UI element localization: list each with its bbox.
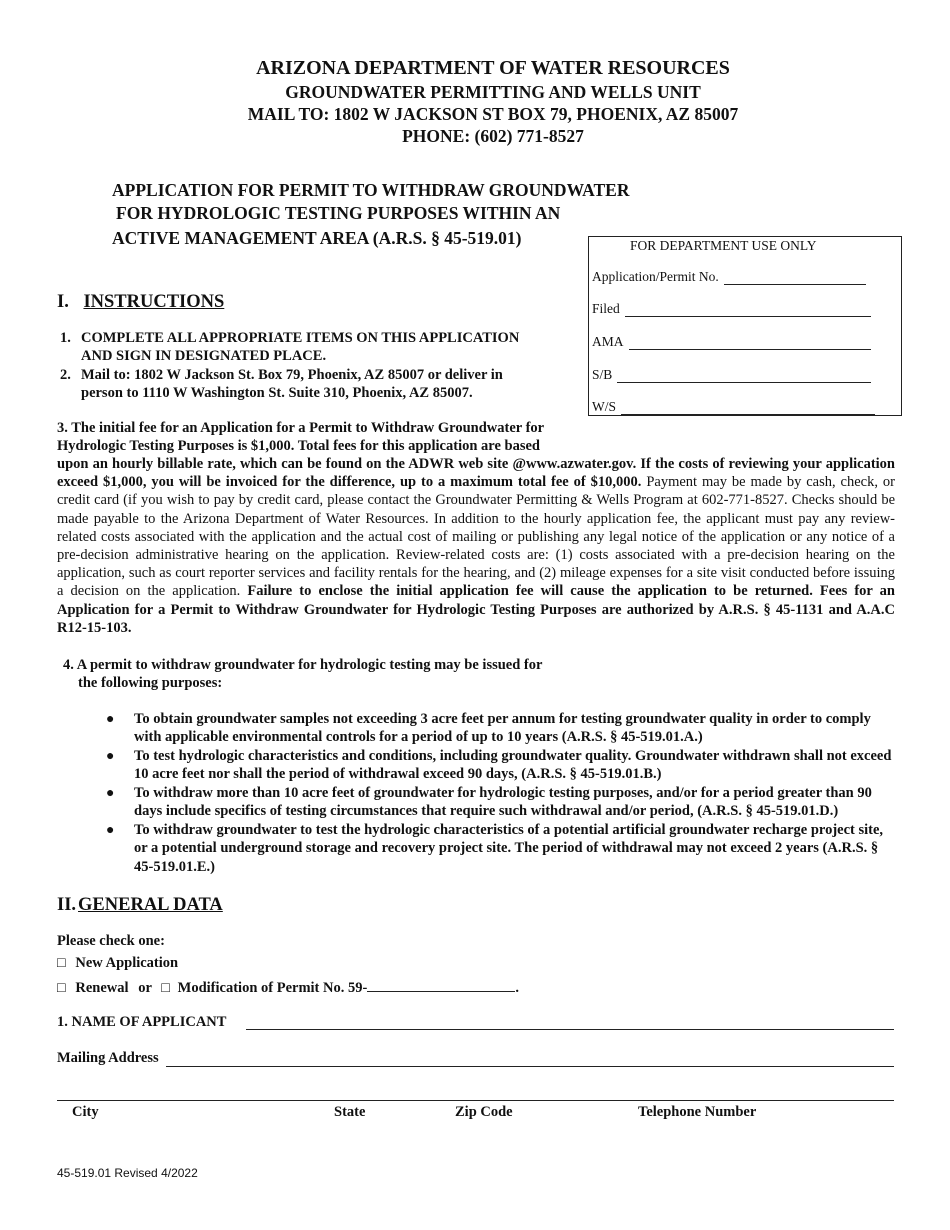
bullet-icon: ● — [106, 749, 115, 764]
modification-label: Modification of Permit No. 59- — [177, 980, 368, 996]
instruction-2-number: 2. — [60, 367, 71, 383]
section-title: INSTRUCTIONS — [83, 292, 225, 312]
unit-name: GROUNDWATER PERMITTING AND WELLS UNIT — [285, 82, 701, 102]
applicant-name-label: 1. NAME OF APPLICANT — [57, 1014, 227, 1030]
new-application-label: New Application — [75, 955, 179, 971]
fee-bold-text: upon an hourly billable rate, which can be found on the ADWR web site @www.azwater.gov. If the costs of reviewing your application exceed $1,000, you will be invoiced for the difference, up to a maximum total fee of $10,000. — [57, 456, 895, 491]
bullet-icon: ● — [106, 712, 115, 727]
zip-code-label: Zip Code — [455, 1104, 513, 1120]
instruction-1-line2: AND SIGN IN DESIGNATED PLACE. — [81, 348, 327, 364]
instruction-4-line1: 4. A permit to withdraw groundwater for hydrologic testing may be issued for — [63, 657, 543, 673]
ama-field[interactable] — [592, 334, 897, 350]
check-one-label: Please check one: — [57, 933, 165, 949]
section-numeral: II. — [57, 895, 77, 915]
instruction-3-line1: 3. The initial fee for an Application for a Permit to Withdraw Groundwater for — [57, 420, 545, 436]
renewal-checkbox[interactable]: □ — [57, 980, 66, 996]
new-application-option[interactable] — [57, 955, 178, 972]
ws-field[interactable] — [592, 399, 897, 415]
section-numeral: I. — [57, 292, 69, 312]
form-title-line2: FOR HYDROLOGIC TESTING PURPOSES WITHIN AN — [116, 203, 561, 223]
city-state-zip-input[interactable] — [57, 1086, 894, 1101]
mailing-address-label: Mailing Address — [57, 1050, 159, 1066]
mailing-address-input[interactable] — [166, 1052, 894, 1067]
city-label: City — [72, 1104, 99, 1120]
mail-to-address: MAIL TO: 1802 W JACKSON ST BOX 79, PHOENIX, AZ 85007 — [247, 104, 739, 124]
form-title-line1: APPLICATION FOR PERMIT TO WITHDRAW GROUNDWATER — [112, 180, 630, 200]
instruction-1-line1: COMPLETE ALL APPROPRIATE ITEMS ON THIS APPLICATION — [81, 330, 520, 346]
purpose-item: To obtain groundwater samples not exceeding 3 acre feet per annum for testing groundwater quality in order to comply with applicable environmental controls for a period of up to 10 years (A.R.S. § 45-519.01.A.) — [134, 711, 871, 746]
permit-number-input[interactable] — [367, 977, 515, 992]
purpose-item: To withdraw groundwater to test the hydrologic characteristics of a potential artificial groundwater recharge project site, or a potential underground storage and recovery project site. The period of withdrawal may not exceed 2 years (A.R.S. § 45-519.01.E.) — [134, 822, 884, 875]
filed-field[interactable] — [592, 301, 897, 317]
state-label: State — [334, 1104, 366, 1120]
or-label: or — [138, 980, 152, 996]
instruction-2-line1: Mail to: 1802 W Jackson St. Box 79, Phoenix, AZ 85007 or deliver in — [81, 367, 503, 383]
permit-number-field[interactable] — [592, 269, 897, 285]
purpose-item: To test hydrologic characteristics and conditions, including groundwater quality. Groundwater withdrawn shall not exceed 10 acre feet nor shall the period of withdrawal exceed 90 days, (A.R.S. § 45-519.01.B.) — [134, 748, 892, 783]
fee-detail-text: Payment may be made by cash, check, or credit card (if you wish to pay by credit card, please contact the Groundwater Permitting & Wells Program at 602-771-8527. Checks should be made payable to the Arizona Department of Water Resources. In addition to the hourly application fee, the applicant must pay any review-related costs associated with the application and the actual cost of mailing or publishing any legal notice of the application or any notice of a pre-decision administrative hearing on the application. Review-related costs are: (1) costs associated with a pre-decision hearing on the application, such as court reporter services and facility rentals for the hearing, and (2) mileage expenses for a site visit conducted before issuing a decision on the application. — [57, 474, 895, 600]
instruction-2-line2: person to 1110 W Washington St. Suite 310, Phoenix, AZ 85007. — [81, 385, 473, 401]
period: . — [515, 980, 519, 996]
department-use-box — [588, 236, 902, 416]
purpose-item: To withdraw more than 10 acre feet of groundwater for hydrologic testing purposes, and/or for a period greater than 90 days include specifics of testing circumstances that require such withdrawal and/or period, (A.R.S. § 45-519.01.D.) — [134, 785, 872, 820]
section-general-heading — [57, 895, 223, 916]
instruction-4-line2: the following purposes: — [78, 675, 223, 691]
form-title-line3: ACTIVE MANAGEMENT AREA (A.R.S. § 45-519.01) — [112, 228, 522, 248]
bullet-icon: ● — [106, 823, 115, 838]
instruction-1-number: 1. — [60, 330, 71, 346]
ws-label: W/S — [592, 399, 617, 414]
agency-name: ARIZONA DEPARTMENT OF WATER RESOURCES — [256, 57, 730, 79]
bullet-icon: ● — [106, 786, 115, 801]
instruction-3-line2: Hydrologic Testing Purposes is $1,000. Total fees for this application are based — [57, 438, 540, 454]
section-instructions-heading — [57, 292, 224, 313]
instruction-3-paragraph — [57, 455, 895, 637]
new-application-checkbox[interactable]: □ — [57, 955, 66, 971]
phone-number: PHONE: (602) 771-8527 — [402, 126, 584, 146]
filed-label: Filed — [592, 301, 620, 316]
ama-label: AMA — [592, 334, 624, 349]
permit-number-label: Application/Permit No. — [592, 269, 719, 284]
renewal-label: Renewal — [75, 980, 129, 996]
sb-field[interactable] — [592, 367, 897, 383]
fee-warning-text: Failure to enclose the initial application fee will cause the application to be returned. Fees for an Application for a Permit to Withdraw Groundwater for Hydrologic Testing Purposes are authorized by A.R.S. § 45-1131 and A.A.C R12-15-103. — [57, 583, 895, 636]
telephone-label: Telephone Number — [638, 1104, 757, 1120]
revision-footer: 45-519.01 Revised 4/2022 — [57, 1166, 198, 1180]
modification-checkbox[interactable]: □ — [161, 980, 171, 996]
section-title: GENERAL DATA — [78, 895, 223, 915]
renewal-modification-row — [57, 977, 519, 997]
applicant-name-input[interactable] — [246, 1015, 894, 1030]
department-use-heading: FOR DEPARTMENT USE ONLY — [630, 238, 817, 253]
sb-label: S/B — [592, 367, 613, 382]
